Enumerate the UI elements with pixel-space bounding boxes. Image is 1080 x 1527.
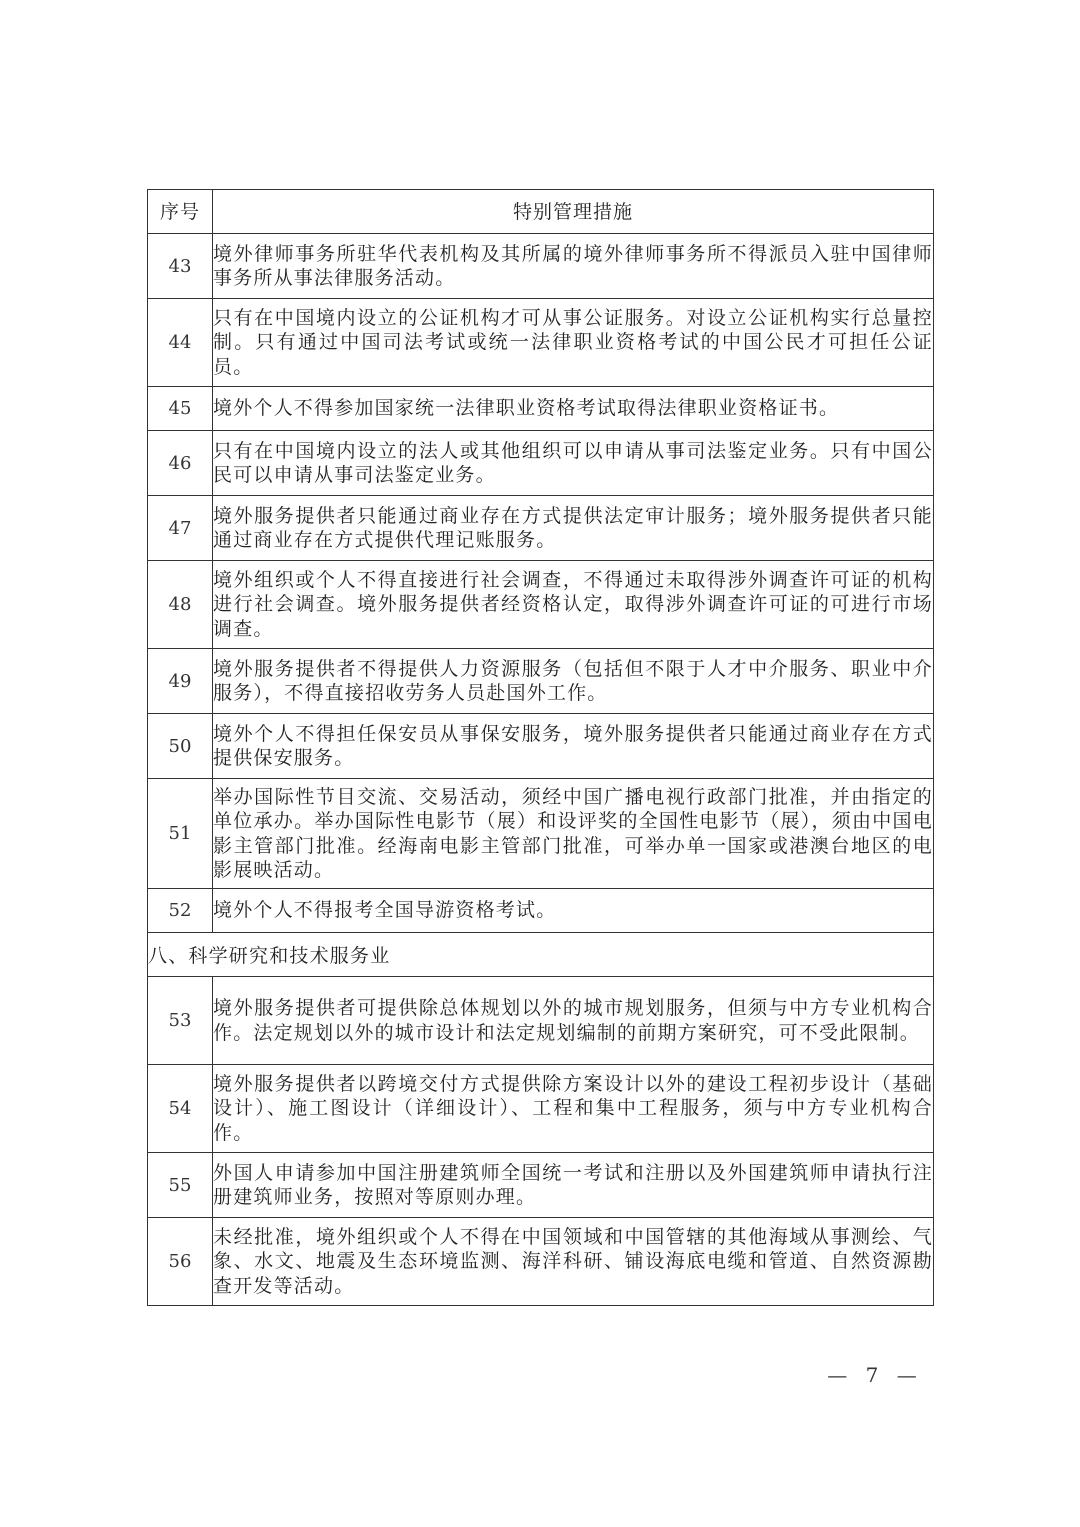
table-row [148,234,934,299]
row-measure: 境外服务提供者只能通过商业存在方式提供法定审计服务；境外服务提供者只能通过商业存在方式提供代理记账服务。 [213,496,934,561]
table-row [148,889,934,933]
row-number: 45 [148,387,213,431]
table-row [148,649,934,714]
table-row [148,1218,934,1306]
table-row [148,714,934,779]
row-measure: 只有在中国境内设立的法人或其他组织可以申请从事司法鉴定业务。只有中国公民可以申请从事司法鉴定业务。 [213,431,934,496]
row-measure: 境外个人不得报考全国导游资格考试。 [213,889,934,933]
table-row [148,431,934,496]
header-special-measures: 特别管理措施 [213,190,934,234]
table-row [148,496,934,561]
row-number: 51 [148,779,213,889]
row-measure: 境外个人不得参加国家统一法律职业资格考试取得法律职业资格证书。 [213,387,934,431]
row-number: 43 [148,234,213,299]
row-number: 48 [148,561,213,649]
table-row [148,1065,934,1153]
row-measure: 外国人申请参加中国注册建筑师全国统一考试和注册以及外国建筑师申请执行注册建筑师业务，按照对等原则办理。 [213,1153,934,1218]
row-number: 50 [148,714,213,779]
table-row [148,977,934,1065]
section-row [148,933,934,977]
row-measure: 境外组织或个人不得直接进行社会调查，不得通过未取得涉外调查许可证的机构进行社会调查。境外服务提供者经资格认定，取得涉外调查许可证的可进行市场调查。 [213,561,934,649]
page-number: — 7 — [827,1363,923,1387]
table-row [148,387,934,431]
section-title: 八、科学研究和技术服务业 [148,933,934,977]
row-number: 54 [148,1065,213,1153]
table-row [148,299,934,387]
row-measure: 境外服务提供者可提供除总体规划以外的城市规划服务，但须与中方专业机构合作。法定规划以外的城市设计和法定规划编制的前期方案研究，可不受此限制。 [213,977,934,1065]
row-number: 47 [148,496,213,561]
row-measure: 境外服务提供者以跨境交付方式提供除方案设计以外的建设工程初步设计（基础设计）、施工图设计（详细设计）、工程和集中工程服务，须与中方专业机构合作。 [213,1065,934,1153]
header-serial-number: 序号 [148,190,213,234]
row-measure: 境外个人不得担任保安员从事保安服务，境外服务提供者只能通过商业存在方式提供保安服务。 [213,714,934,779]
row-number: 56 [148,1218,213,1306]
row-measure: 未经批准，境外组织或个人不得在中国领域和中国管辖的其他海域从事测绘、气象、水文、地震及生态环境监测、海洋科研、铺设海底电缆和管道、自然资源勘查开发等活动。 [213,1218,934,1306]
row-number: 44 [148,299,213,387]
table-row [148,561,934,649]
row-measure: 只有在中国境内设立的公证机构才可从事公证服务。对设立公证机构实行总量控制。只有通过中国司法考试或统一法律职业资格考试的中国公民才可担任公证员。 [213,299,934,387]
table-header-row [148,190,934,234]
row-measure: 举办国际性节目交流、交易活动，须经中国广播电视行政部门批准，并由指定的单位承办。举办国际性电影节（展）和设评奖的全国性电影节（展），须由中国电影主管部门批准。经海南电影主管部门批准，可举办单一国家或港澳台地区的电影展映活动。 [213,779,934,889]
row-number: 49 [148,649,213,714]
special-measures-table [147,189,934,1306]
row-number: 46 [148,431,213,496]
row-number: 55 [148,1153,213,1218]
table-row [148,779,934,889]
row-number: 52 [148,889,213,933]
row-number: 53 [148,977,213,1065]
row-measure: 境外律师事务所驻华代表机构及其所属的境外律师事务所不得派员入驻中国律师事务所从事法律服务活动。 [213,234,934,299]
row-measure: 境外服务提供者不得提供人力资源服务（包括但不限于人才中介服务、职业中介服务），不得直接招收劳务人员赴国外工作。 [213,649,934,714]
table-row [148,1153,934,1218]
